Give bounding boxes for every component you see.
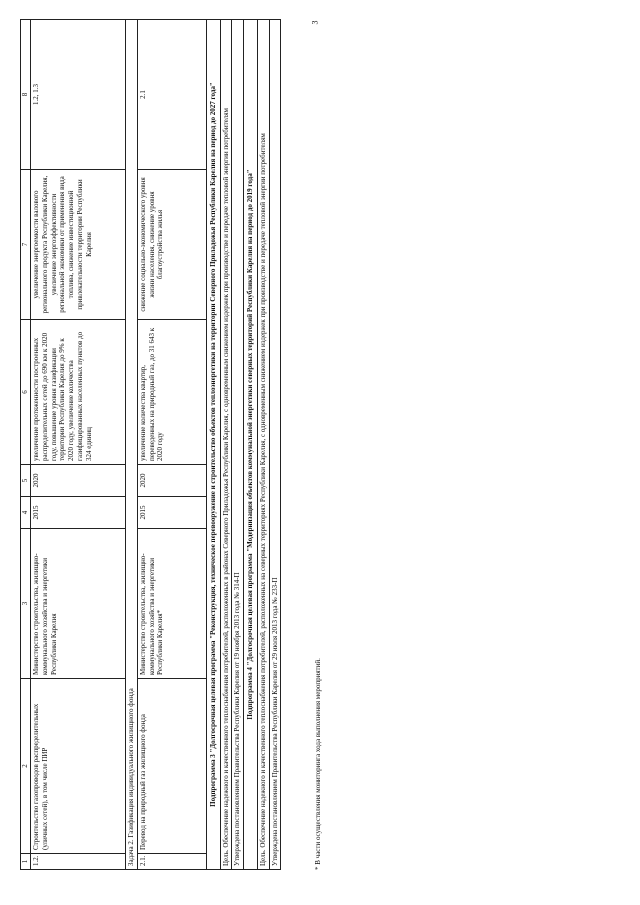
responsible: Министерство строительства, жилищно-коммунального хозяйства и энергетики Республики Карелия* xyxy=(137,529,206,679)
task-row xyxy=(126,20,138,870)
column-number-row xyxy=(21,20,31,870)
col-3: 3 xyxy=(21,529,31,679)
col-4: 4 xyxy=(21,497,31,529)
row-number: 1.2. xyxy=(31,854,126,870)
expected-result: увеличение протяженности построенных распределительных сетей до 690 км к 2020 году, повышение уровня газификации территории Республики Карелия до 9% к 2020 году, увеличение количества газифицированных населенных пунктов до 324 единиц xyxy=(31,320,126,465)
goal-row xyxy=(257,20,269,870)
table-row xyxy=(137,20,206,870)
task-2: Задача 2. Газификация индивидуального жилищного фонда xyxy=(126,20,138,870)
measures-table xyxy=(20,19,281,870)
subprogram-4-title: Подпрограмма 4 "Долгосрочная целевая программа "Модернизация объектов коммунальной энергетики северных территорий Республики Карелия на период до 2019 года" xyxy=(244,20,258,870)
col-5: 5 xyxy=(21,465,31,497)
rotated-table-sheet xyxy=(20,20,322,870)
responsible: Министерство строительства, жилищно-коммунального хозяйства и энергетики Республики Карелия xyxy=(31,529,126,679)
col-8: 8 xyxy=(21,20,31,170)
approved-3: Утверждена постановлением Правительства Республики Карелия от 19 ноября 2013 года № 314-П xyxy=(232,20,244,870)
table-row xyxy=(31,20,126,870)
footnote: * В части осуществления мониторинга хода выполнения мероприятий. xyxy=(314,658,322,870)
measure-name: Перевод на природный газ жилищного фонда xyxy=(137,679,206,854)
col-6: 6 xyxy=(21,320,31,465)
subprogram-row xyxy=(206,20,220,870)
goal-row xyxy=(220,20,232,870)
page-number: 3 xyxy=(310,20,320,25)
end-year: 2020 xyxy=(137,465,206,497)
expected-result: увеличение количества квартир, переведенных на природный газ, до 31 643 к 2020 году xyxy=(137,320,206,465)
col-7: 7 xyxy=(21,170,31,320)
goal-4: Цель. Обеспечение надежного и качественного теплоснабжения потребителей, расположенных на северных территориях Республики Карелия, с одновременным снижением издержек при производстве и передаче тепловой энергии потребителям xyxy=(257,20,269,870)
start-year: 2015 xyxy=(31,497,126,529)
row-number: 2.1. xyxy=(137,854,206,870)
effect: увеличение энергоемкости валового регионального продукта Республики Карелия, увеличение энергоэффективности региональной экономики от применения вида топлива, снижение инвестиционной привлекательности территории Республики Карелия xyxy=(31,170,126,320)
indicator: 2.1 xyxy=(137,20,206,170)
subprogram-3-title: Подпрограмма 3 "Долгосрочная целевая программа "Реконструкция, техническое перевооружение и строительство объектов теплоэнергетики на территории Северного Приладожья Республики Карелия на период до 2027 года" xyxy=(206,20,220,870)
subprogram-row xyxy=(244,20,258,870)
end-year: 2020 xyxy=(31,465,126,497)
goal-3: Цель. Обеспечение надежного и качественного теплоснабжения потребителей, расположенных в районах Северного Приладожья Республики Карелия, с одновременным снижением издержек при производстве и передаче тепловой энергии потребителям xyxy=(220,20,232,870)
col-2: 2 xyxy=(21,679,31,854)
col-1: 1 xyxy=(21,854,31,870)
approved-4: Утверждена постановлением Правительства Республики Карелия от 29 июля 2013 года № 233-П xyxy=(269,20,281,870)
indicator: 1.2, 1.3 xyxy=(31,20,126,170)
measure-name: Строительство газопроводов распределительных (уличных сетей), в том числе ПИР xyxy=(31,679,126,854)
effect: снижение социально-экономического уровня жизни населения, снижение уровня благоустройства жилья xyxy=(137,170,206,320)
approval-row xyxy=(269,20,281,870)
start-year: 2015 xyxy=(137,497,206,529)
approval-row xyxy=(232,20,244,870)
